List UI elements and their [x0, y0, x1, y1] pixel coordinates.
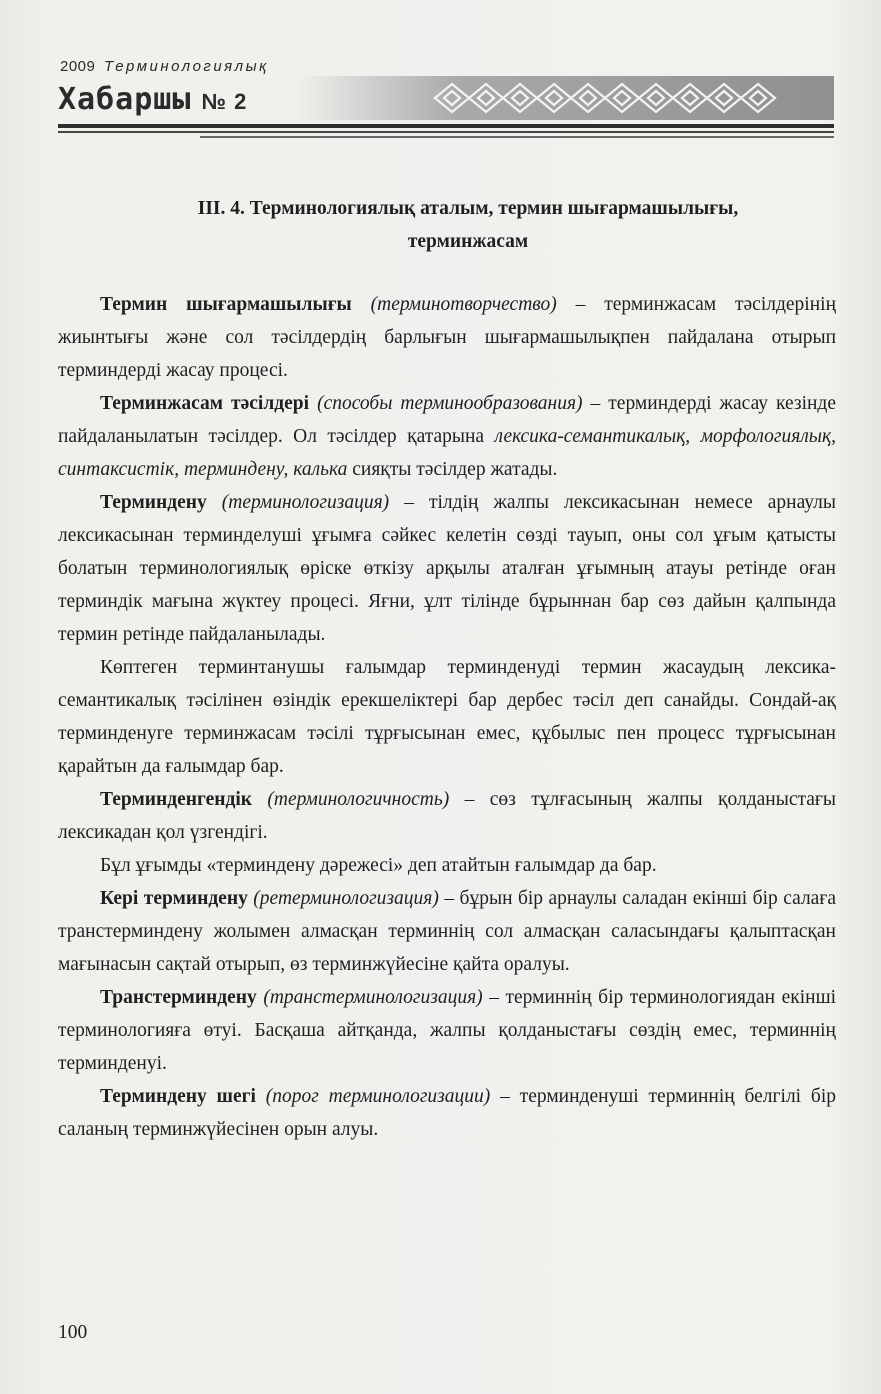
definition: – терминжасам тәсілдерінің жиынтығы және сол тәсілдердің барлығын шығармашылықпен пайдалана отырып терминдерді жасау процесі.: [58, 294, 836, 381]
definition: – сөз тұлғасының жалпы қолданыстағы лексикадан қол үзгендігі.: [58, 789, 837, 843]
definition-end: сияқты тәсілдер жатады.: [347, 459, 558, 480]
journal-title-text: Хабаршы: [58, 82, 192, 117]
method-list: лексика-семантикалық, морфологиялық, синтаксистік, терминдену, калька: [58, 426, 836, 480]
term: Терминжасам тәсілдері: [100, 393, 310, 414]
term: Терминдену: [100, 492, 207, 513]
paragraph-terminden-gendik: [58, 783, 836, 849]
section-heading-line2: терминжасам: [407, 231, 529, 252]
journal-year: 2009: [60, 58, 96, 75]
header-rule-thick: [58, 124, 834, 128]
header-rule-short: [200, 136, 834, 138]
body-text: [58, 288, 836, 1146]
term: Терминдену шегі: [100, 1086, 256, 1107]
section-heading: [100, 192, 836, 258]
paragraph-text: Көптеген терминтанушы ғалымдар терминденуді термин жасаудың лексика-семантикалық тәсілінен өзіндік ерекшеліктері бар дербес тәсіл деп санайды. Сондай-ақ терминденуге терминжасам тәсілі тұрғысынан емес, құбылыс пен процесс тұрғысынан қарайтын да ғалымдар бар.: [58, 657, 836, 777]
term-gloss: (транстерминологизация): [263, 987, 483, 1008]
term: Кері терминдену: [100, 888, 248, 909]
term-gloss: (терминологизация): [221, 492, 390, 513]
paragraph-keri-terminden: [58, 882, 836, 981]
issue-number: № 2: [201, 89, 248, 114]
paragraph-termin-shygarmashylygy: [58, 288, 836, 387]
term: Терминденгендік: [100, 789, 252, 810]
definition: – терминдерді жасау кезінде пайдаланылатын тәсілдер. Ол тәсілдер қатарына: [58, 393, 836, 447]
term-gloss: (порог терминологизации): [265, 1086, 491, 1107]
definition: – тілдің жалпы лексикасынан немесе арнаулы лексикасынан терминделуші ұғымға сәйкес келетін сөзді тауып, оны сол ұғым қатысты болатын терминологиялық өріске өткізу арқылы аталған ұғымның атауы ретінде оған терминдік мағына жүктеу процесі. Яғни, ұлт тілінде бұрыннан бар сөз дайын қалпында термин ретінде пайдаланылады.: [58, 492, 837, 645]
paragraph-text: Бұл ұғымды «терминдену дәрежесі» деп атайтын ғалымдар да бар.: [100, 855, 657, 876]
paragraph-transterminden: [58, 981, 836, 1080]
term-gloss: (способы терминообразования): [317, 393, 583, 414]
paragraph-bul-ugymdy: [58, 849, 836, 882]
term-gloss: (терминотворчество): [370, 294, 557, 315]
journal-header-line: [60, 58, 269, 75]
journal-title: [58, 82, 247, 117]
definition: – терминнің бір терминологиядан екінші терминологияға өтуі. Басқаша айтқанда, жалпы қолданыстағы сөздің емес, терминнің терминденуі.: [58, 987, 836, 1074]
page-number: 100: [58, 1322, 88, 1343]
term: Термин шығармашылығы: [100, 294, 352, 315]
definition: – бұрын бір арнаулы саладан екінші бір салаға транстерминдену жолымен алмасқан терминнің сол алмасқан саласындағы қалыптасқан мағынасын сақтай отырып, өз терминжүйесіне қайта оралуы.: [58, 888, 836, 975]
header-rule-thin: [58, 131, 834, 133]
ornament-pattern-icon: [430, 80, 780, 116]
term-gloss: (терминологичность): [267, 789, 450, 810]
paragraph-terminzhasam-tasilderi: [58, 387, 836, 486]
section-heading-line1: ІІІ. 4. Терминологиялық аталым, термин шығармашылығы,: [197, 198, 739, 219]
term-gloss: (ретерминологизация): [253, 888, 439, 909]
journal-name: Терминологиялық: [104, 58, 269, 75]
paragraph-terminden: [58, 486, 836, 651]
definition: – терминденуші терминнің белгілі бір саланың терминжүйесінен орын алуы.: [58, 1086, 837, 1140]
paragraph-terminden-shegi: [58, 1080, 836, 1146]
term: Транстерминдену: [100, 987, 257, 1008]
paragraph-koptegen: [58, 651, 836, 783]
